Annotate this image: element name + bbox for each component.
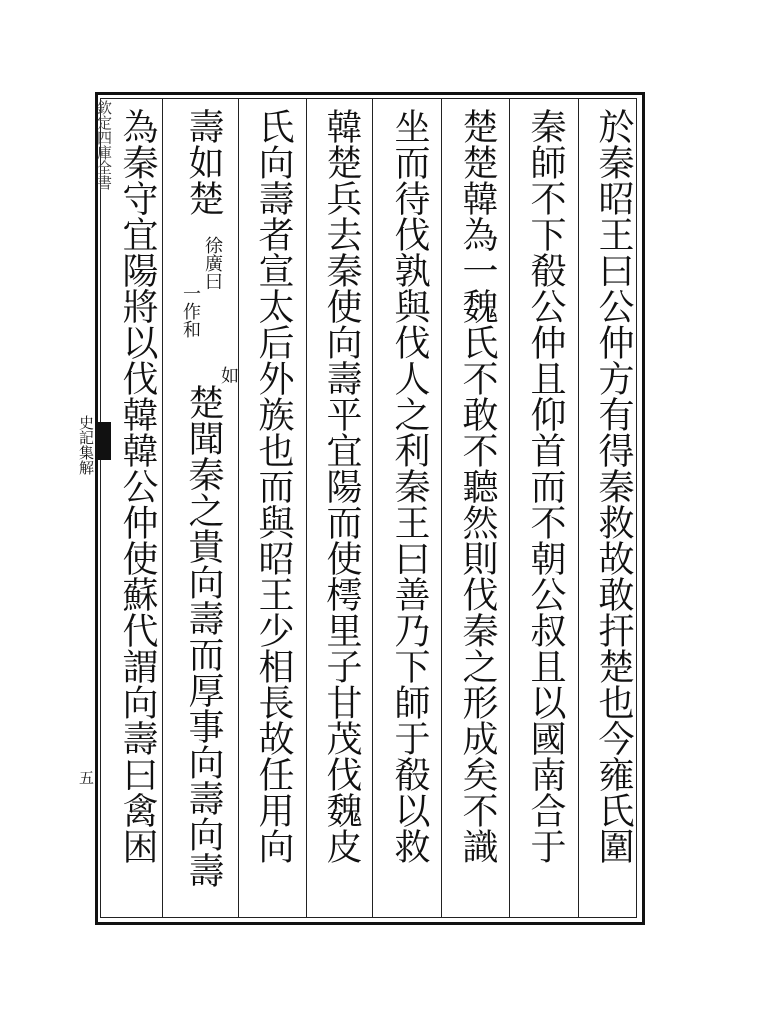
commentary-note-middle: 如 <box>218 366 239 384</box>
text-column-8: 為秦守宜陽將以伐韓韓公仲使蘇代謂向壽曰禽困 <box>117 108 158 864</box>
text-column-2: 秦師不下殽公仲且仰首而不朝公叔且以國南合于 <box>525 108 566 864</box>
text-column-commentary <box>180 108 239 908</box>
text-column-6: 氏向壽者宣太后外族也而與昭王少相長故任用向 <box>253 108 294 864</box>
main-text-bottom: 楚聞秦之貴向壽而厚事向壽向壽 <box>183 384 224 888</box>
page-number: 五 <box>77 770 95 785</box>
margin-top-label: 欽定四庫全書 <box>95 100 113 190</box>
fishtail-marker <box>97 422 111 460</box>
column-rule <box>306 98 307 918</box>
text-column-4: 坐而待伐孰與伐人之利秦王曰善乃下師于殽以救 <box>389 108 430 864</box>
text-column-1: 於秦昭王曰公仲方有得秦救故敢扞楚也今雍氏圍 <box>593 108 634 864</box>
margin-strip <box>95 92 113 925</box>
main-text-top: 壽如楚 <box>183 108 224 216</box>
column-rule <box>162 98 163 918</box>
text-column-3: 楚楚韓為一魏氏不敢不聽然則伐秦之形成矣不識 <box>457 108 498 864</box>
commentary-note-right: 徐廣曰 <box>202 236 223 290</box>
column-rule <box>372 98 373 918</box>
column-rule <box>578 98 579 918</box>
column-rule <box>441 98 442 918</box>
column-rule <box>509 98 510 918</box>
book-title: 史記集解 <box>77 415 95 475</box>
commentary-note-left: 一作和 <box>180 284 201 338</box>
text-column-5: 韓楚兵去秦使向壽平宜陽而使樗里子甘茂伐魏皮 <box>321 108 362 864</box>
column-rule <box>238 98 239 918</box>
